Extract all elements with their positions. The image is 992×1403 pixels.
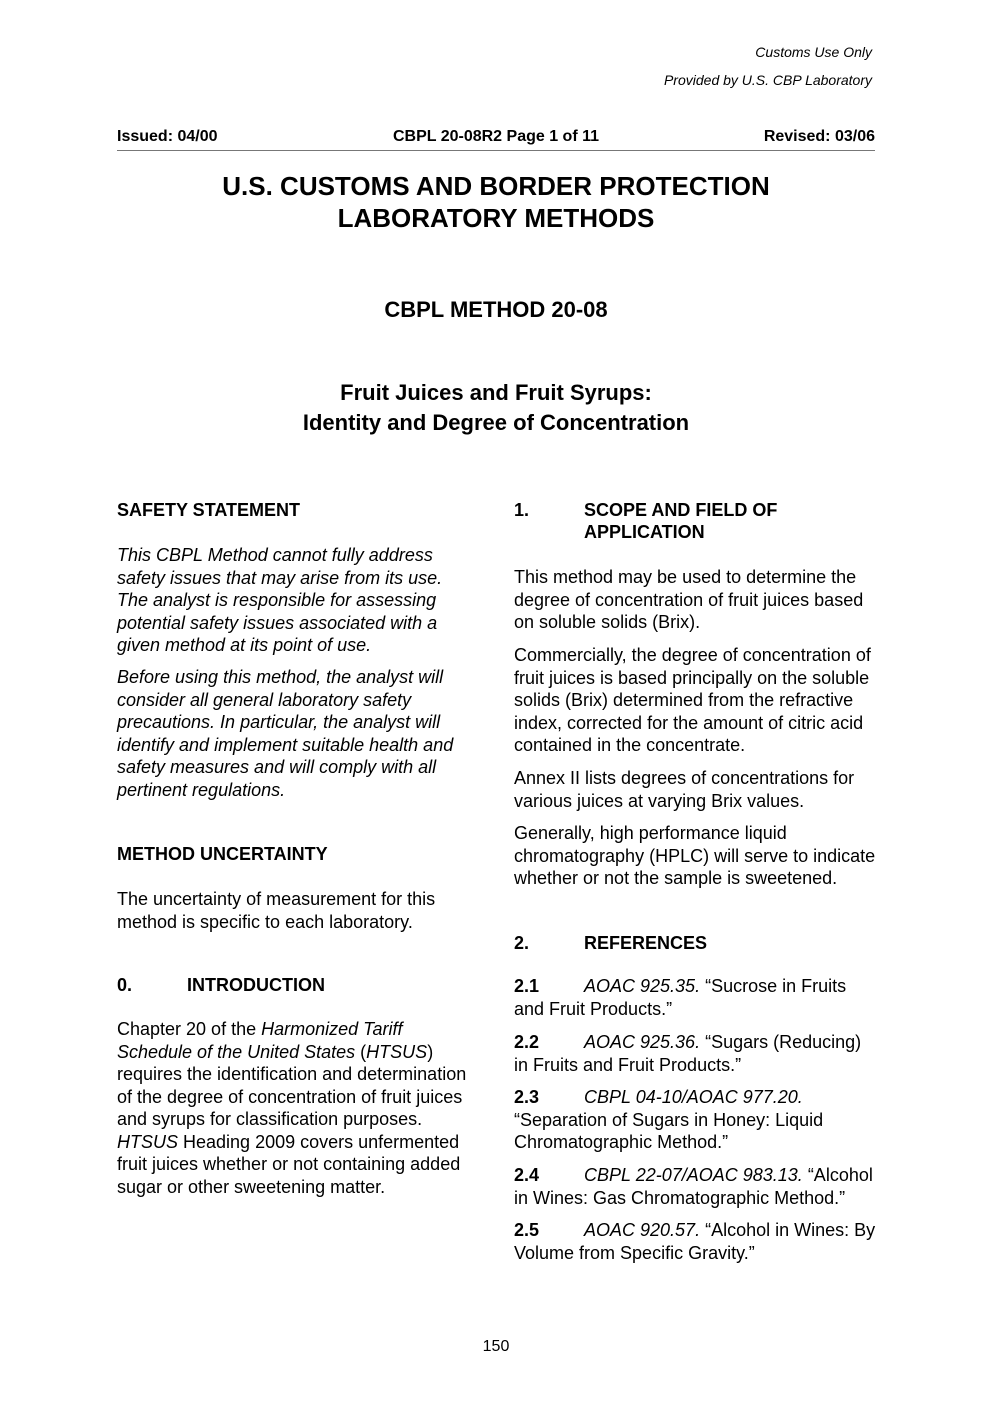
safety-paragraph-1: This CBPL Method cannot fully address safety issues that may arise from its use. The analyst is responsible for assessing potential safety issues associated with a given method at its point of use. bbox=[117, 545, 443, 655]
page-number: 150 bbox=[482, 1338, 510, 1355]
provided-by-note: Provided by U.S. CBP Laboratory bbox=[663, 72, 872, 88]
section-title-line1: SCOPE AND FIELD OF bbox=[584, 500, 778, 520]
reference-item bbox=[514, 1164, 876, 1209]
left-column bbox=[117, 499, 467, 1219]
reference-source: AOAC 925.35. bbox=[584, 976, 701, 996]
intro-text: Heading 2009 covers unfermented fruit juices whether or not containing added sugar or other sweetening matter. bbox=[117, 1131, 461, 1197]
scope-paragraph-2: Commercially, the degree of concentration of fruit juices is based principally on the soluble solids (Brix) determined from the refractive index, corrected for the amount of citric acid contained in the concentrate. bbox=[514, 645, 871, 755]
intro-text: ) requires the identification and determination of the degree of concentration of fruit juices and syrups for classification purposes. bbox=[117, 1041, 467, 1129]
section-title: INTRODUCTION bbox=[187, 975, 325, 995]
intro-text: Chapter 20 of the bbox=[117, 1019, 262, 1039]
issued-date: Issued: 04/00 bbox=[117, 128, 218, 145]
reference-item bbox=[514, 1086, 876, 1154]
reference-source: CBPL 22-07/AOAC 983.13. bbox=[584, 1165, 803, 1185]
method-subject-line2: Identity and Degree of Concentration bbox=[302, 410, 690, 435]
introduction-heading bbox=[117, 974, 467, 996]
reference-title: “Alcohol in Wines: By Volume from Specific Gravity.” bbox=[514, 1220, 876, 1263]
document-reference: CBPL 20-08R2 Page 1 of 11 bbox=[392, 128, 600, 145]
intro-text: ( bbox=[355, 1041, 367, 1062]
revised-date: Revised: 03/06 bbox=[763, 128, 875, 145]
reference-title: “Separation of Sugars in Honey: Liquid Chromatographic Method.” bbox=[514, 1109, 824, 1152]
intro-htsus: HTSUS bbox=[117, 1131, 179, 1152]
scope-paragraph-1: This method may be used to determine the degree of concentration of fruit juices based on soluble solids (Brix). bbox=[514, 567, 864, 632]
reference-source: AOAC 920.57. bbox=[584, 1220, 701, 1240]
scope-paragraph-4: Generally, high performance liquid chromatography (HPLC) will serve to indicate whether or not the sample is sweetened. bbox=[514, 823, 876, 888]
scope-heading bbox=[514, 499, 876, 543]
reference-number: 2.3 bbox=[514, 1087, 540, 1107]
document-header bbox=[117, 128, 875, 151]
section-number: 1. bbox=[514, 500, 530, 520]
method-title: CBPL METHOD 20-08 bbox=[384, 297, 608, 322]
reference-title: “Alcohol in Wines: Gas Chromatographic Method.” bbox=[514, 1165, 873, 1208]
reference-title: “Sucrose in Fruits and Fruit Products.” bbox=[514, 976, 847, 1019]
reference-item bbox=[514, 1031, 876, 1076]
agency-subtitle: LABORATORY METHODS bbox=[337, 203, 655, 233]
right-column bbox=[514, 499, 876, 1279]
method-subject-line1: Fruit Juices and Fruit Syrups: bbox=[340, 380, 652, 405]
agency-title: U.S. CUSTOMS AND BORDER PROTECTION bbox=[222, 171, 770, 201]
reference-source: AOAC 925.36. bbox=[584, 1032, 701, 1052]
section-number: 2. bbox=[514, 933, 530, 953]
section-title: REFERENCES bbox=[584, 933, 708, 953]
reference-item bbox=[514, 1219, 876, 1264]
intro-htsus: HTSUS bbox=[366, 1041, 428, 1062]
reference-title: “Sugars (Reducing) in Fruits and Fruit Products.” bbox=[514, 1032, 862, 1075]
customs-use-note: Customs Use Only bbox=[755, 44, 872, 60]
intro-tariff-title: Harmonized Tariff Schedule of the United States bbox=[117, 1019, 403, 1062]
reference-number: 2.4 bbox=[514, 1165, 540, 1185]
reference-item bbox=[514, 975, 876, 1020]
safety-heading: SAFETY STATEMENT bbox=[117, 500, 301, 520]
reference-source: CBPL 04-10/AOAC 977.20. bbox=[584, 1087, 803, 1107]
scope-paragraph-3: Annex II lists degrees of concentrations for various juices at varying Brix values. bbox=[514, 768, 855, 811]
references-heading bbox=[514, 932, 876, 954]
reference-number: 2.5 bbox=[514, 1220, 540, 1240]
section-number: 0. bbox=[117, 975, 133, 995]
introduction-paragraph bbox=[117, 1018, 467, 1198]
uncertainty-heading: METHOD UNCERTAINTY bbox=[117, 844, 328, 864]
safety-paragraph-2: Before using this method, the analyst will consider all general laboratory safety precautions. In particular, the analyst will identify and implement suitable health and safety measures and will comply with all pertinent regulations. bbox=[117, 667, 454, 800]
section-title-line2: APPLICATION bbox=[584, 522, 705, 542]
uncertainty-paragraph: The uncertainty of measurement for this method is specific to each laboratory. bbox=[117, 889, 436, 932]
reference-number: 2.2 bbox=[514, 1032, 540, 1052]
reference-number: 2.1 bbox=[514, 976, 540, 996]
